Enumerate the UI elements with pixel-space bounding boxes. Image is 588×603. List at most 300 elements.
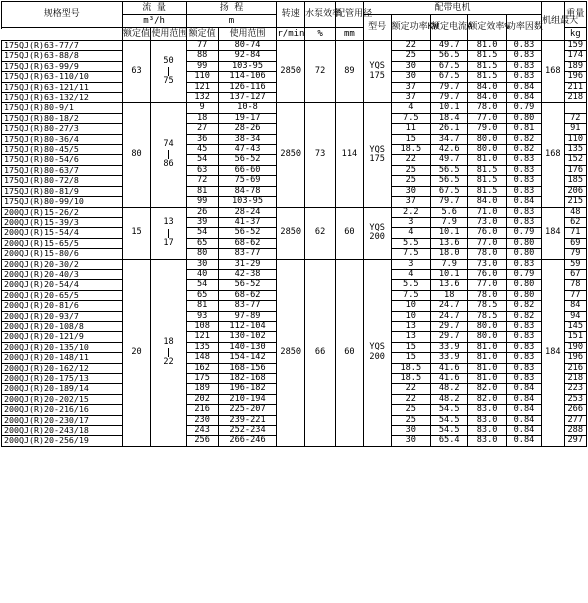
cell-head: 99 xyxy=(186,197,218,207)
cell-head: 39 xyxy=(186,217,218,227)
cell-rated-current: 7.9 xyxy=(431,259,468,269)
cell-rated-eff: 81.0 xyxy=(468,363,506,373)
cell-motor-model: YQS 175 xyxy=(363,41,391,103)
cell-rated-eff: 77.0 xyxy=(468,238,506,248)
table-row xyxy=(2,103,587,113)
header-head-unit: m xyxy=(186,15,277,28)
cell-rated-current: 13.6 xyxy=(431,238,468,248)
cell-head: 45 xyxy=(186,145,218,155)
cell-rated-power: 4 xyxy=(391,103,430,113)
cell-rated-power: 5.5 xyxy=(391,238,430,248)
cell-head: 108 xyxy=(186,321,218,331)
cell-model: 200QJ(R)20-81/6 xyxy=(2,301,123,311)
cell-weight: 159 xyxy=(564,41,587,51)
cell-model: 200QJ(R)20-202/15 xyxy=(2,394,123,404)
cell-rated-power: 25 xyxy=(391,165,430,175)
cell-rated-power: 13 xyxy=(391,321,430,331)
cell-head: 110 xyxy=(186,72,218,82)
header-efficiency-unit: % xyxy=(305,28,336,41)
cell-weight: 176 xyxy=(564,165,587,175)
cell-head-range: 75-69 xyxy=(218,176,277,186)
cell-power-factor: 0.83 xyxy=(506,259,541,269)
cell-rated-eff: 81.5 xyxy=(468,61,506,71)
cell-power-factor: 0.80 xyxy=(506,249,541,259)
cell-model: 200QJ(R)20-189/14 xyxy=(2,384,123,394)
cell-head: 256 xyxy=(186,436,218,446)
header-head-range: 使用范围 xyxy=(218,28,277,41)
cell-head-range: 210-194 xyxy=(218,394,277,404)
cell-head-range: 196-182 xyxy=(218,384,277,394)
cell-rated-power: 18.5 xyxy=(391,374,430,384)
flow-range-low: 13 xyxy=(163,217,174,228)
cell-head-range: 56-52 xyxy=(218,155,277,165)
cell-head: 36 xyxy=(186,134,218,144)
cell-head-range: 66-60 xyxy=(218,165,277,175)
cell-head-range: 126-116 xyxy=(218,82,277,92)
cell-weight: 253 xyxy=(564,394,587,404)
cell-rated-power: 25 xyxy=(391,51,430,61)
cell-rated-eff: 77.0 xyxy=(468,113,506,123)
cell-model: 175QJ(R)63-88/8 xyxy=(2,51,123,61)
cell-rated-current: 67.5 xyxy=(431,72,468,82)
cell-head: 230 xyxy=(186,415,218,425)
cell-rated-power: 4 xyxy=(391,269,430,279)
cell-rated-eff: 83.0 xyxy=(468,426,506,436)
cell-head-range: 10-8 xyxy=(218,103,277,113)
cell-pipe: 60 xyxy=(336,259,364,446)
cell-rated-eff: 80.0 xyxy=(468,145,506,155)
cell-flow-range xyxy=(151,207,186,259)
cell-power-factor: 0.80 xyxy=(506,113,541,123)
cell-power-factor: 0.84 xyxy=(506,394,541,404)
cell-rated-eff: 82.0 xyxy=(468,394,506,404)
cell-weight: 72 xyxy=(564,113,587,123)
cell-head: 148 xyxy=(186,353,218,363)
cell-rated-power: 15 xyxy=(391,342,430,352)
cell-head: 77 xyxy=(186,41,218,51)
cell-motor-model: YQS 175 xyxy=(363,103,391,207)
cell-rated-power: 10 xyxy=(391,301,430,311)
flow-range-separator xyxy=(168,229,169,238)
cell-model: 200QJ(R)20-121/9 xyxy=(2,332,123,342)
cell-max-dia: 184 xyxy=(542,207,564,259)
cell-head: 54 xyxy=(186,155,218,165)
cell-head: 30 xyxy=(186,259,218,269)
cell-speed: 2850 xyxy=(277,103,305,207)
cell-model: 200QJ(R)20-216/16 xyxy=(2,405,123,415)
cell-rated-eff: 80.0 xyxy=(468,134,506,144)
cell-head: 135 xyxy=(186,342,218,352)
cell-rated-power: 3 xyxy=(391,259,430,269)
cell-flow-rated: 80 xyxy=(122,103,151,207)
cell-rated-power: 3 xyxy=(391,217,430,227)
table-row xyxy=(2,41,587,51)
cell-rated-current: 79.7 xyxy=(431,197,468,207)
cell-rated-power: 4 xyxy=(391,228,430,238)
cell-model: 175QJ(R)80-63/7 xyxy=(2,165,123,175)
cell-power-factor: 0.84 xyxy=(506,415,541,425)
cell-model: 200QJ(R)20-108/8 xyxy=(2,321,123,331)
cell-power-factor: 0.82 xyxy=(506,301,541,311)
cell-power-factor: 0.80 xyxy=(506,290,541,300)
cell-weight: 62 xyxy=(564,217,587,227)
cell-weight: 59 xyxy=(564,259,587,269)
cell-head: 162 xyxy=(186,363,218,373)
cell-rated-current: 24.7 xyxy=(431,311,468,321)
cell-head-range: 38-34 xyxy=(218,134,277,144)
flow-range-low: 50 xyxy=(163,55,174,66)
cell-rated-current: 18 xyxy=(431,290,468,300)
cell-rated-current: 41.6 xyxy=(431,363,468,373)
cell-weight: 79 xyxy=(564,249,587,259)
cell-rated-eff: 81.0 xyxy=(468,41,506,51)
cell-head: 18 xyxy=(186,113,218,123)
cell-head: 99 xyxy=(186,61,218,71)
cell-rated-current: 54.5 xyxy=(431,415,468,425)
cell-rated-eff: 80.0 xyxy=(468,321,506,331)
cell-rated-eff: 84.0 xyxy=(468,82,506,92)
cell-head-range: 239-221 xyxy=(218,415,277,425)
cell-rated-power: 15 xyxy=(391,134,430,144)
cell-rated-current: 67.5 xyxy=(431,61,468,71)
cell-rated-power: 5.5 xyxy=(391,280,430,290)
cell-rated-power: 30 xyxy=(391,72,430,82)
cell-rated-power: 13 xyxy=(391,332,430,342)
cell-head: 93 xyxy=(186,311,218,321)
cell-motor-model: YQS 200 xyxy=(363,259,391,446)
cell-flow-range xyxy=(151,259,186,446)
cell-rated-current: 5.6 xyxy=(431,207,468,217)
header-rated-current: 额定电流A xyxy=(431,15,468,41)
cell-weight: 206 xyxy=(564,186,587,196)
cell-head: 88 xyxy=(186,51,218,61)
header-weight: 重量 xyxy=(564,2,587,28)
cell-model: 200QJ(R)15-54/4 xyxy=(2,228,123,238)
header-flow xyxy=(122,2,186,15)
cell-power-factor: 0.83 xyxy=(506,176,541,186)
cell-max-dia: 168 xyxy=(542,103,564,207)
cell-rated-current: 26.1 xyxy=(431,124,468,134)
header-rated-power: 额定功率KW xyxy=(391,15,430,41)
cell-weight: 77 xyxy=(564,290,587,300)
cell-model: 175QJ(R)63-121/11 xyxy=(2,82,123,92)
cell-rated-eff: 81.0 xyxy=(468,155,506,165)
cell-head: 189 xyxy=(186,384,218,394)
cell-flow-rated: 15 xyxy=(122,207,151,259)
cell-rated-current: 41.6 xyxy=(431,374,468,384)
table-row xyxy=(2,259,587,269)
cell-power-factor: 0.82 xyxy=(506,311,541,321)
cell-model: 200QJ(R)20-162/12 xyxy=(2,363,123,373)
cell-weight: 48 xyxy=(564,207,587,217)
cell-model: 175QJ(R)63-132/12 xyxy=(2,93,123,103)
header-flow-unit: m³/h xyxy=(122,15,186,28)
cell-weight: 218 xyxy=(564,93,587,103)
cell-weight: 151 xyxy=(564,332,587,342)
cell-weight: 94 xyxy=(564,311,587,321)
cell-head-range: 103-95 xyxy=(218,61,277,71)
cell-model: 200QJ(R)15-65/5 xyxy=(2,238,123,248)
cell-weight: 135 xyxy=(564,145,587,155)
cell-head: 121 xyxy=(186,82,218,92)
header-flow-rated: 额定值 xyxy=(122,28,150,39)
cell-power-factor: 0.84 xyxy=(506,82,541,92)
flow-range-separator xyxy=(168,67,169,76)
cell-speed: 2850 xyxy=(277,259,305,446)
cell-rated-eff: 83.0 xyxy=(468,415,506,425)
cell-rated-power: 18.5 xyxy=(391,145,430,155)
cell-head-range: 182-168 xyxy=(218,374,277,384)
cell-rated-eff: 83.0 xyxy=(468,405,506,415)
cell-speed: 2850 xyxy=(277,207,305,259)
flow-range-low: 18 xyxy=(163,336,174,347)
header-motor-type: 型号 xyxy=(363,15,391,41)
cell-rated-eff: 81.0 xyxy=(468,342,506,352)
cell-power-factor: 0.84 xyxy=(506,384,541,394)
cell-power-factor: 0.79 xyxy=(506,228,541,238)
cell-rated-power: 37 xyxy=(391,82,430,92)
cell-head-range: 140-130 xyxy=(218,342,277,352)
cell-model: 175QJ(R)63-110/10 xyxy=(2,72,123,82)
cell-rated-power: 7.5 xyxy=(391,113,430,123)
cell-rated-eff: 81.0 xyxy=(468,353,506,363)
cell-rated-current: 42.6 xyxy=(431,145,468,155)
cell-head: 175 xyxy=(186,374,218,384)
cell-power-factor: 0.83 xyxy=(506,207,541,217)
cell-model: 200QJ(R)15-26/2 xyxy=(2,207,123,217)
cell-rated-current: 24.7 xyxy=(431,301,468,311)
cell-weight: 216 xyxy=(564,363,587,373)
cell-rated-current: 48.2 xyxy=(431,394,468,404)
cell-rated-eff: 81.5 xyxy=(468,51,506,61)
cell-rated-current: 56.5 xyxy=(431,165,468,175)
cell-weight: 190 xyxy=(564,342,587,352)
cell-power-factor: 0.84 xyxy=(506,426,541,436)
cell-head-range: 252-234 xyxy=(218,426,277,436)
cell-weight: 67 xyxy=(564,269,587,279)
cell-model: 200QJ(R)20-30/2 xyxy=(2,259,123,269)
flow-range-high: 17 xyxy=(163,237,174,248)
header-flow-label: 流 量 xyxy=(142,2,166,13)
cell-rated-current: 7.9 xyxy=(431,217,468,227)
header-max-dia: 机组最大 xyxy=(542,2,564,41)
cell-weight: 223 xyxy=(564,384,587,394)
cell-power-factor: 0.84 xyxy=(506,93,541,103)
cell-power-factor: 0.79 xyxy=(506,269,541,279)
cell-rated-power: 15 xyxy=(391,353,430,363)
cell-head-range: 83-77 xyxy=(218,301,277,311)
cell-rated-eff: 78.0 xyxy=(468,249,506,259)
cell-head-range: 47-43 xyxy=(218,145,277,155)
cell-rated-current: 54.5 xyxy=(431,405,468,415)
cell-head-range: 266-246 xyxy=(218,436,277,446)
cell-power-factor: 0.83 xyxy=(506,165,541,175)
cell-head: 72 xyxy=(186,176,218,186)
cell-weight: 189 xyxy=(564,61,587,71)
cell-weight: 215 xyxy=(564,197,587,207)
pump-spec-table xyxy=(1,1,587,447)
cell-weight: 277 xyxy=(564,415,587,425)
cell-weight: 266 xyxy=(564,405,587,415)
cell-power-factor: 0.83 xyxy=(506,217,541,227)
cell-power-factor: 0.83 xyxy=(506,332,541,342)
cell-head: 81 xyxy=(186,301,218,311)
cell-model: 175QJ(R)80-27/3 xyxy=(2,124,123,134)
cell-rated-current: 67.5 xyxy=(431,186,468,196)
cell-head-range: 92-84 xyxy=(218,51,277,61)
cell-max-dia: 184 xyxy=(542,259,564,446)
cell-rated-eff: 81.5 xyxy=(468,72,506,82)
cell-head: 54 xyxy=(186,228,218,238)
header-flow-range: 使用范围 xyxy=(151,28,188,39)
cell-weight: 211 xyxy=(564,82,587,92)
cell-head-range: 19-17 xyxy=(218,113,277,123)
cell-head-range: 28-24 xyxy=(218,207,277,217)
cell-model: 200QJ(R)15-39/3 xyxy=(2,217,123,227)
cell-head-range: 28-26 xyxy=(218,124,277,134)
cell-head-range: 225-207 xyxy=(218,405,277,415)
cell-rated-power: 10 xyxy=(391,311,430,321)
cell-rated-current: 33.9 xyxy=(431,342,468,352)
cell-model: 200QJ(R)20-243/18 xyxy=(2,426,123,436)
cell-rated-power: 22 xyxy=(391,41,430,51)
flow-range-high: 75 xyxy=(163,76,174,87)
cell-rated-current: 18.4 xyxy=(431,113,468,123)
cell-efficiency: 73 xyxy=(305,103,336,207)
cell-head: 63 xyxy=(186,165,218,175)
cell-power-factor: 0.83 xyxy=(506,353,541,363)
cell-power-factor: 0.83 xyxy=(506,51,541,61)
cell-head-range: 84-78 xyxy=(218,186,277,196)
cell-model: 200QJ(R)20-148/11 xyxy=(2,353,123,363)
cell-rated-power: 30 xyxy=(391,61,430,71)
cell-rated-current: 56.5 xyxy=(431,176,468,186)
cell-rated-power: 25 xyxy=(391,415,430,425)
cell-head-range: 68-62 xyxy=(218,290,277,300)
cell-head-range: 112-104 xyxy=(218,321,277,331)
cell-power-factor: 0.79 xyxy=(506,103,541,113)
header-motor: 配带电机 xyxy=(363,2,541,15)
cell-head: 9 xyxy=(186,103,218,113)
cell-model: 175QJ(R)80-45/5 xyxy=(2,145,123,155)
cell-flow-range xyxy=(151,103,186,207)
cell-head-range: 154-142 xyxy=(218,353,277,363)
cell-model: 175QJ(R)80-9/1 xyxy=(2,103,123,113)
header-weight-unit: kg xyxy=(564,28,587,41)
cell-weight: 69 xyxy=(564,238,587,248)
cell-max-dia: 168 xyxy=(542,41,564,103)
cell-rated-current: 56.5 xyxy=(431,51,468,61)
cell-rated-eff: 78.0 xyxy=(468,290,506,300)
cell-model: 175QJ(R)80-72/8 xyxy=(2,176,123,186)
cell-head-range: 103-95 xyxy=(218,197,277,207)
cell-model: 200QJ(R)20-93/7 xyxy=(2,311,123,321)
header-model: 规格型号 xyxy=(2,2,123,28)
flow-range-low: 74 xyxy=(163,139,174,150)
cell-power-factor: 0.82 xyxy=(506,145,541,155)
cell-weight: 78 xyxy=(564,280,587,290)
cell-power-factor: 0.80 xyxy=(506,238,541,248)
cell-efficiency: 62 xyxy=(305,207,336,259)
cell-rated-current: 79.7 xyxy=(431,93,468,103)
cell-rated-power: 11 xyxy=(391,124,430,134)
cell-pipe: 114 xyxy=(336,103,364,207)
cell-head: 216 xyxy=(186,405,218,415)
cell-rated-power: 18.5 xyxy=(391,363,430,373)
cell-weight: 174 xyxy=(564,51,587,61)
cell-rated-current: 48.2 xyxy=(431,384,468,394)
cell-rated-eff: 76.0 xyxy=(468,269,506,279)
cell-head-range: 130-102 xyxy=(218,332,277,342)
header-speed: 转速 xyxy=(277,2,305,28)
cell-model: 175QJ(R)80-99/10 xyxy=(2,197,123,207)
cell-weight: 196 xyxy=(564,353,587,363)
cell-model: 175QJ(R)80-54/6 xyxy=(2,155,123,165)
cell-rated-current: 10.1 xyxy=(431,269,468,279)
cell-model: 200QJ(R)20-65/5 xyxy=(2,290,123,300)
table-row xyxy=(2,207,587,217)
cell-speed: 2850 xyxy=(277,41,305,103)
cell-rated-eff: 81.5 xyxy=(468,176,506,186)
cell-rated-power: 30 xyxy=(391,426,430,436)
cell-rated-eff: 79.0 xyxy=(468,124,506,134)
cell-rated-eff: 77.0 xyxy=(468,280,506,290)
cell-rated-eff: 73.0 xyxy=(468,217,506,227)
cell-rated-eff: 81.0 xyxy=(468,374,506,384)
cell-model: 200QJ(R)20-40/3 xyxy=(2,269,123,279)
cell-rated-power: 22 xyxy=(391,394,430,404)
cell-rated-current: 18.0 xyxy=(431,249,468,259)
header-pipe: 配管用径 xyxy=(336,2,364,28)
cell-head: 54 xyxy=(186,280,218,290)
cell-rated-current: 49.7 xyxy=(431,155,468,165)
cell-head-range: 114-106 xyxy=(218,72,277,82)
cell-head-range: 68-62 xyxy=(218,238,277,248)
cell-model: 200QJ(R)20-135/10 xyxy=(2,342,123,352)
cell-rated-power: 30 xyxy=(391,186,430,196)
cell-rated-eff: 80.0 xyxy=(468,332,506,342)
flow-range-separator xyxy=(168,348,169,357)
cell-head-range: 83-77 xyxy=(218,249,277,259)
cell-flow-range xyxy=(151,41,186,103)
flow-range-high: 86 xyxy=(163,159,174,170)
cell-rated-power: 37 xyxy=(391,197,430,207)
cell-rated-eff: 81.5 xyxy=(468,165,506,175)
cell-rated-current: 79.7 xyxy=(431,82,468,92)
cell-model: 175QJ(R)63-77/7 xyxy=(2,41,123,51)
cell-head-range: 137-127 xyxy=(218,93,277,103)
cell-weight: 84 xyxy=(564,301,587,311)
cell-rated-current: 10.1 xyxy=(431,228,468,238)
cell-power-factor: 0.80 xyxy=(506,280,541,290)
cell-weight: 218 xyxy=(564,374,587,384)
cell-rated-eff: 71.0 xyxy=(468,207,506,217)
cell-model: 175QJ(R)80-18/2 xyxy=(2,113,123,123)
cell-rated-eff: 84.0 xyxy=(468,93,506,103)
cell-head: 65 xyxy=(186,290,218,300)
cell-weight: 196 xyxy=(564,72,587,82)
cell-weight: 185 xyxy=(564,176,587,186)
cell-model: 200QJ(R)20-54/4 xyxy=(2,280,123,290)
cell-head-range: 168-156 xyxy=(218,363,277,373)
cell-rated-current: 10.1 xyxy=(431,103,468,113)
cell-model: 200QJ(R)20-256/19 xyxy=(2,436,123,446)
cell-weight: 297 xyxy=(564,436,587,446)
cell-rated-eff: 78.5 xyxy=(468,301,506,311)
cell-efficiency: 66 xyxy=(305,259,336,446)
cell-rated-current: 65.4 xyxy=(431,436,468,446)
cell-head: 81 xyxy=(186,186,218,196)
